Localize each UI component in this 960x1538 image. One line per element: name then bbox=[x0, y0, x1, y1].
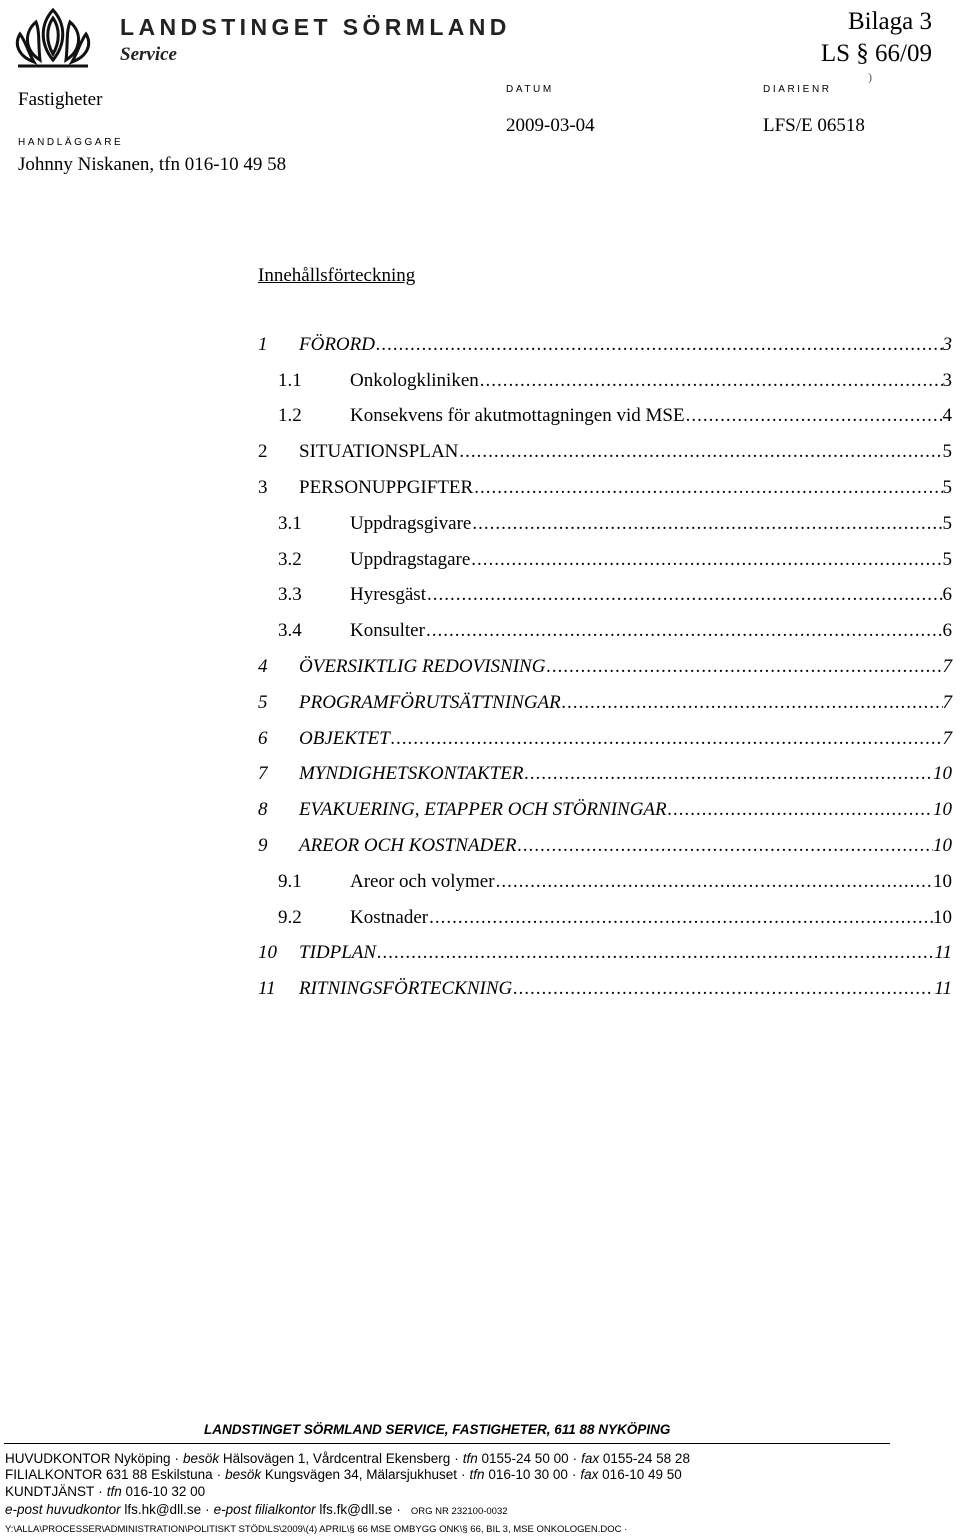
cs-tfn-label: tfn bbox=[106, 1484, 122, 1499]
footer-branch-line: FILIALKONTOR 631 88 Eskilstuna · besök Kungsvägen 34, Mälarsjukhuset · tfn 016-10 30 00 · fax 016-10 49 50 bbox=[5, 1467, 682, 1482]
hq-visit: Hälsovägen 1, Vårdcentral Ekensberg bbox=[222, 1451, 451, 1466]
org-name: LANDSTINGET SÖRMLAND bbox=[120, 14, 511, 40]
toc-entry-leader bbox=[429, 907, 933, 929]
toc-entry-title: Konsekvens för akutmottagningen vid MSE bbox=[350, 405, 685, 427]
toc-entry-title: AREOR OCH KOSTNADER bbox=[299, 835, 517, 857]
footer-divider bbox=[4, 1443, 890, 1444]
toc-entry-title: Uppdragstagare bbox=[350, 548, 471, 570]
toc-entry-number: 5 bbox=[258, 691, 268, 713]
toc-entry-title: RITNINGSFÖRTECKNING bbox=[299, 978, 513, 1000]
toc-entry-page: 3 bbox=[942, 369, 952, 391]
department: Fastigheter bbox=[18, 89, 103, 110]
toc-entry[interactable] bbox=[258, 649, 952, 685]
toc-entry[interactable] bbox=[258, 399, 952, 435]
handler-label: HANDLÄGGARE bbox=[18, 137, 124, 148]
toc-entry-number: 1 bbox=[258, 333, 268, 355]
toc-entry[interactable] bbox=[258, 900, 952, 936]
toc-entry-leader bbox=[459, 441, 942, 463]
toc-entry[interactable] bbox=[258, 971, 952, 1007]
toc-entry-number: 3 bbox=[258, 477, 268, 499]
toc-entry-number: 9.1 bbox=[278, 870, 302, 892]
footer-email-line: e-post huvudkontor lfs.hk@dll.se · e-post filialkontor lfs.fk@dll.se · ORG NR 232100-0032 bbox=[5, 1502, 508, 1517]
toc-entry-page: 10 bbox=[933, 763, 952, 785]
hq-tfn: 0155-24 50 00 bbox=[481, 1451, 569, 1466]
toc-entry-number: 8 bbox=[258, 799, 268, 821]
toc-entry-title: Onkologkliniken bbox=[350, 369, 479, 391]
toc-entry-title: EVAKUERING, ETAPPER OCH STÖRNINGAR bbox=[299, 799, 667, 821]
email-hq-label: e-post huvudkontor bbox=[5, 1502, 121, 1517]
toc-entry-page: 3 bbox=[942, 333, 952, 355]
toc-entry-page: 7 bbox=[942, 691, 952, 713]
toc-entry-leader bbox=[686, 405, 943, 427]
toc-entry-leader bbox=[517, 835, 933, 857]
org-number: ORG NR 232100-0032 bbox=[410, 1506, 508, 1517]
toc-entry-number: 7 bbox=[258, 763, 268, 785]
branch-fax-label: fax bbox=[580, 1467, 599, 1482]
toc-entry-page: 5 bbox=[942, 441, 952, 463]
toc-entry-title: Areor och volymer bbox=[350, 870, 495, 892]
toc-entry-leader bbox=[426, 620, 943, 642]
toc-entry-number: 3.4 bbox=[278, 620, 302, 642]
toc-entry-title: SITUATIONSPLAN bbox=[299, 441, 459, 463]
branch-visit-label: besök bbox=[225, 1467, 262, 1482]
toc-entry[interactable] bbox=[258, 506, 952, 542]
toc-entry-number: 10 bbox=[258, 942, 277, 964]
toc-entry-title: Kostnader bbox=[350, 906, 429, 928]
toc-entry-page: 10 bbox=[933, 870, 952, 892]
toc-entry-number: 2 bbox=[258, 441, 268, 463]
footer-customer-service-line: KUNDTJÄNST · tfn 016-10 32 00 bbox=[5, 1484, 206, 1499]
toc-entry[interactable] bbox=[258, 864, 952, 900]
toc-entry[interactable] bbox=[258, 685, 952, 721]
toc-entry-leader bbox=[546, 656, 942, 678]
footer-hq-line: HUVUDKONTOR Nyköping · besök Hälsovägen 1, Vårdcentral Ekensberg · tfn 0155-24 50 00 · fax 0155-24 58 28 bbox=[5, 1451, 690, 1466]
toc-entry[interactable] bbox=[258, 936, 952, 972]
toc-entry[interactable] bbox=[258, 828, 952, 864]
hq-label: HUVUDKONTOR Nyköping bbox=[5, 1451, 171, 1466]
diarienr-label: DIARIENR bbox=[763, 84, 832, 95]
toc-entry-leader bbox=[472, 513, 942, 535]
branch-label: FILIALKONTOR 631 88 Eskilstuna bbox=[5, 1467, 213, 1482]
toc-entry-page: 7 bbox=[942, 656, 952, 678]
toc-entry-leader bbox=[668, 799, 933, 821]
table-of-contents bbox=[258, 327, 952, 1007]
toc-entry-title: Konsulter bbox=[350, 620, 425, 642]
toc-entry-title: PROGRAMFÖRUTSÄTTNINGAR bbox=[299, 691, 561, 713]
toc-entry-title: Uppdragsgivare bbox=[350, 512, 472, 534]
toc-entry[interactable] bbox=[258, 792, 952, 828]
toc-entry-number: 4 bbox=[258, 656, 268, 678]
lotus-logo-icon bbox=[10, 4, 96, 70]
bilaga-line-1: Bilaga 3 bbox=[847, 8, 932, 35]
toc-entry-leader bbox=[496, 871, 933, 893]
email-branch[interactable]: lfs.fk@dll.se bbox=[319, 1502, 393, 1517]
bilaga-mark: ) bbox=[868, 70, 872, 84]
toc-entry-number: 1.1 bbox=[278, 369, 302, 391]
toc-entry-title: TIDPLAN bbox=[299, 942, 377, 964]
toc-entry-page: 5 bbox=[942, 512, 952, 534]
toc-entry-page: 4 bbox=[942, 405, 952, 427]
toc-entry[interactable] bbox=[258, 578, 952, 614]
toc-entry-page: 7 bbox=[942, 727, 952, 749]
toc-entry-number: 11 bbox=[258, 978, 276, 1000]
toc-entry-number: 3.3 bbox=[278, 584, 302, 606]
toc-entry-title: ÖVERSIKTLIG REDOVISNING bbox=[299, 656, 546, 678]
toc-entry-page: 5 bbox=[942, 477, 952, 499]
toc-entry-title: FÖRORD bbox=[299, 333, 375, 355]
logo bbox=[10, 4, 96, 70]
toc-entry-page: 6 bbox=[942, 620, 952, 642]
toc-entry-number: 6 bbox=[258, 727, 268, 749]
toc-entry[interactable] bbox=[258, 757, 952, 793]
toc-entry-page: 10 bbox=[933, 799, 952, 821]
toc-entry[interactable] bbox=[258, 470, 952, 506]
file-path: Y:\ALLA\PROCESSER\ADMINISTRATION\POLITISKT STÖD\LS\2009\(4) APRIL\§ 66 MSE OMBYGG ONK\§ 66, BIL 3, MSE ONKOLOGEN.DOC · bbox=[5, 1524, 628, 1535]
toc-entry[interactable] bbox=[258, 434, 952, 470]
cs-tfn: 016-10 32 00 bbox=[125, 1484, 206, 1499]
toc-entry-number: 9.2 bbox=[278, 906, 302, 928]
toc-entry[interactable] bbox=[258, 327, 952, 363]
toc-entry-number: 9 bbox=[258, 835, 268, 857]
toc-entry-page: 5 bbox=[942, 548, 952, 570]
branch-visit: Kungsvägen 34, Mälarsjukhuset bbox=[264, 1467, 458, 1482]
toc-title: Innehållsförteckning bbox=[258, 265, 416, 286]
toc-entry[interactable] bbox=[258, 721, 952, 757]
hq-tfn-label: tfn bbox=[462, 1451, 478, 1466]
bilaga-reference bbox=[821, 6, 932, 70]
bilaga-line-2: LS § 66/09 bbox=[820, 40, 932, 67]
toc-entry-leader bbox=[377, 942, 934, 964]
branch-tfn: 016-10 30 00 bbox=[488, 1467, 568, 1482]
toc-entry-leader bbox=[480, 370, 943, 392]
toc-entry[interactable] bbox=[258, 542, 952, 578]
toc-entry-number: 3.1 bbox=[278, 512, 302, 534]
toc-entry-page: 11 bbox=[934, 942, 952, 964]
toc-entry-leader bbox=[376, 334, 943, 356]
handler: Johnny Niskanen, tfn 016-10 49 58 bbox=[18, 154, 287, 175]
toc-entry-title: Hyresgäst bbox=[350, 584, 426, 606]
diarienr-value: LFS/E 06518 bbox=[763, 115, 865, 136]
toc-entry-title: PERSONUPPGIFTER bbox=[299, 477, 474, 499]
footer-title: LANDSTINGET SÖRMLAND SERVICE, FASTIGHETER, 611 88 NYKÖPING bbox=[204, 1422, 671, 1437]
toc-entry-leader bbox=[391, 728, 943, 750]
toc-entry-page: 6 bbox=[942, 584, 952, 606]
hq-fax: 0155-24 58 28 bbox=[602, 1451, 690, 1466]
branch-tfn-label: tfn bbox=[469, 1467, 485, 1482]
email-branch-label: e-post filialkontor bbox=[213, 1502, 316, 1517]
toc-entry[interactable] bbox=[258, 613, 952, 649]
toc-entry-title: OBJEKTET bbox=[299, 727, 390, 749]
toc-entry-leader bbox=[427, 584, 943, 606]
toc-entry-title: MYNDIGHETSKONTAKTER bbox=[299, 763, 524, 785]
hq-fax-label: fax bbox=[581, 1451, 600, 1466]
toc-entry-leader bbox=[513, 978, 934, 1000]
date-label: DATUM bbox=[506, 84, 554, 95]
toc-entry-page: 10 bbox=[933, 835, 952, 857]
toc-entry-leader bbox=[471, 549, 942, 571]
toc-entry-number: 1.2 bbox=[278, 405, 302, 427]
hq-visit-label: besök bbox=[183, 1451, 220, 1466]
toc-entry-leader bbox=[562, 692, 943, 714]
toc-entry-page: 11 bbox=[934, 978, 952, 1000]
toc-entry-leader bbox=[474, 477, 942, 499]
email-hq[interactable]: lfs.hk@dll.se bbox=[124, 1502, 202, 1517]
toc-entry-leader bbox=[525, 763, 933, 785]
toc-entry-page: 10 bbox=[933, 906, 952, 928]
org-subtitle: Service bbox=[120, 44, 177, 65]
cs-label: KUNDTJÄNST bbox=[5, 1484, 95, 1499]
toc-entry[interactable] bbox=[258, 363, 952, 399]
toc-entry-number: 3.2 bbox=[278, 548, 302, 570]
date-value: 2009-03-04 bbox=[506, 115, 595, 136]
branch-fax: 016-10 49 50 bbox=[602, 1467, 682, 1482]
